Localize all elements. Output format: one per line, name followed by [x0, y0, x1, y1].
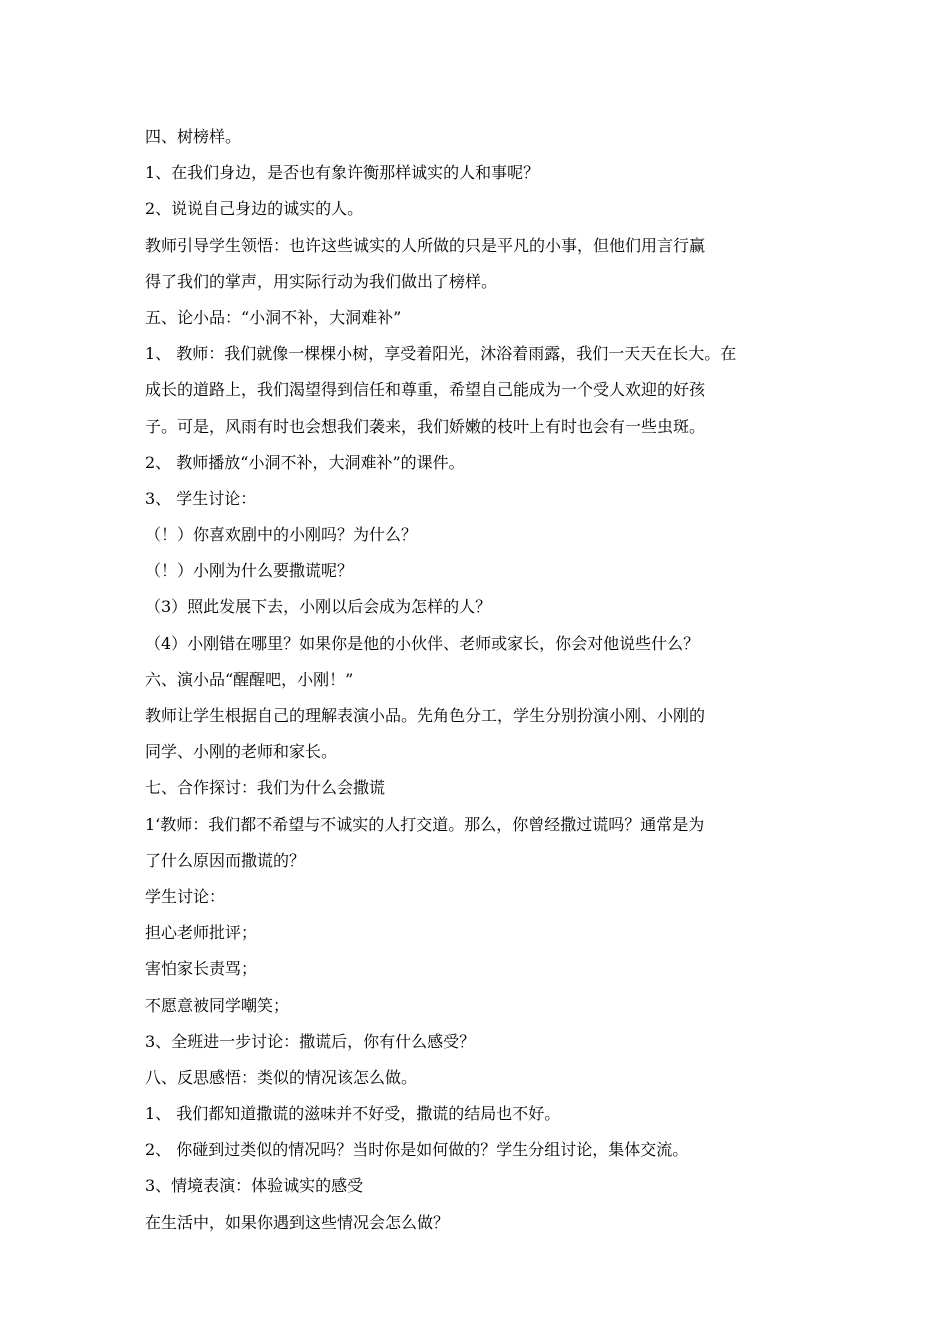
- paragraph-line: 教师让学生根据自己的理解表演小品。先角色分工，学生分别扮演小刚、小刚的: [145, 706, 706, 725]
- list-item: 害怕家长责骂；: [145, 959, 258, 979]
- section-heading-8: 八、反思感悟：类似的情况该怎么做。: [145, 1067, 418, 1087]
- list-item: 1、 我们都知道撒谎的滋味并不好受，撒谎的结局也不好。: [145, 1104, 561, 1124]
- list-item: 2、 你碰到过类似的情况吗？当时你是如何做的？学生分组讨论，集体交流。: [145, 1140, 689, 1160]
- list-item: 1、在我们身边，是否也有象许衡那样诚实的人和事呢？: [145, 163, 540, 183]
- list-item: 3、全班进一步讨论：撒谎后，你有什么感受？: [145, 1031, 476, 1051]
- paragraph-line: 学生讨论：: [145, 886, 226, 906]
- paragraph-line: 1‘教师：我们都不希望与不诚实的人打交道。那么，你曾经撒过谎吗？通常是为: [145, 814, 705, 834]
- paragraph-line: 在生活中，如果你遇到这些情况会怎么做？: [145, 1212, 450, 1232]
- paragraph-line: 得了我们的掌声，用实际行动为我们做出了榜样。: [145, 271, 498, 291]
- paragraph-line: 子。可是，风雨有时也会想我们袭来，我们娇嫩的枝叶上有时也会有一些虫斑。: [145, 416, 706, 436]
- question-item: （！）小刚为什么要撒谎呢？: [145, 561, 354, 581]
- section-heading-4: 四、树榜样。: [145, 127, 242, 146]
- paragraph-line: 成长的道路上，我们渴望得到信任和尊重，希望自己能成为一个受人欢迎的好孩: [145, 380, 706, 400]
- list-item: 担心老师批评；: [145, 923, 258, 943]
- list-item: 3、情境表演：体验诚实的感受: [145, 1176, 364, 1196]
- list-item: 2、说说自己身边的诚实的人。: [145, 199, 364, 219]
- list-item: 3、 学生讨论：: [145, 488, 257, 508]
- paragraph-line: 了什么原因而撒谎的？: [145, 850, 306, 870]
- paragraph-line: 同学、小刚的老师和家长。: [145, 742, 338, 762]
- document-body: [145, 122, 810, 1244]
- paragraph-line: 1、 教师：我们就像一棵棵小树，享受着阳光，沐浴着雨露，我们一天天在长大。在: [145, 344, 737, 364]
- section-heading-5: 五、论小品：“小洞不补，大洞难补”: [145, 307, 402, 327]
- question-item: （3）照此发展下去，小刚以后会成为怎样的人？: [145, 597, 492, 617]
- list-item: 2、 教师播放“小洞不补，大洞难补”的课件。: [145, 452, 465, 472]
- section-heading-6: 六、演小品“醒醒吧，小刚！”: [145, 669, 354, 689]
- question-item: （4）小刚错在哪里？如果你是他的小伙伴、老师或家长，你会对他说些什么？: [145, 633, 700, 653]
- list-item: 不愿意被同学嘲笑；: [145, 995, 290, 1015]
- question-item: （！）你喜欢剧中的小刚吗？为什么？: [145, 525, 418, 545]
- paragraph-line: 教师引导学生领悟：也许这些诚实的人所做的只是平凡的小事，但他们用言行赢: [145, 235, 706, 255]
- section-heading-7: 七、合作探讨：我们为什么会撒谎: [145, 778, 386, 798]
